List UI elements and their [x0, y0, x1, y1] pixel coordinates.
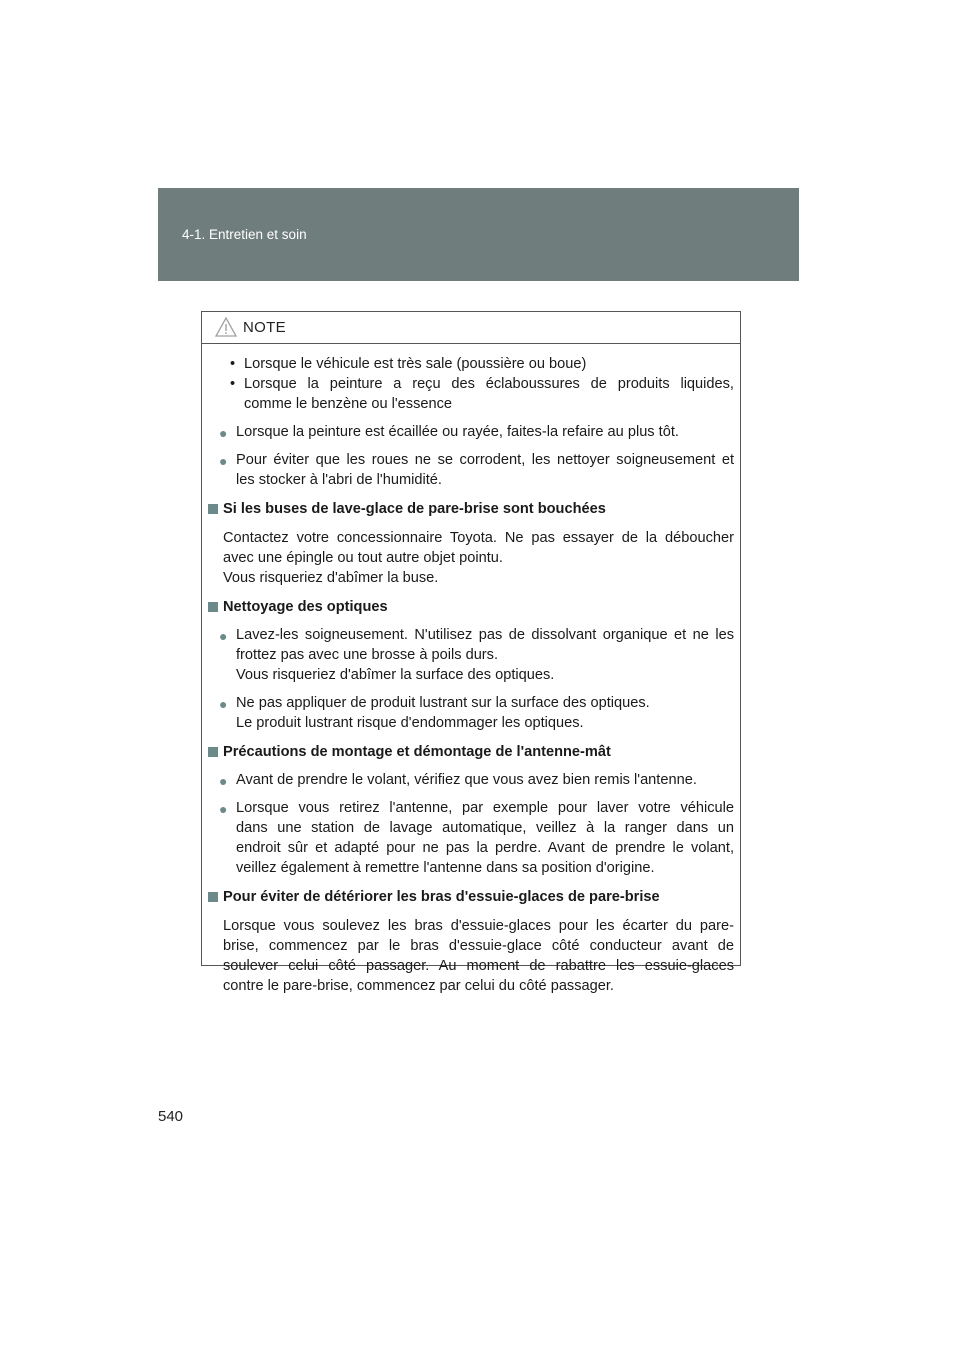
circle-bullet-icon: ● [219, 425, 228, 441]
circle-bullet-icon: ● [219, 696, 228, 712]
square-bullet-icon [208, 747, 218, 757]
list-item: • Lorsque la peinture a reçu des éclaboussures de produits liquides, comme le benzène ou l'essence [230, 376, 734, 412]
circle-bullet-icon: ● [219, 801, 228, 817]
list-item: • Lorsque le véhicule est très sale (poussière ou boue) [230, 356, 587, 372]
section-heading: Nettoyage des optiques [208, 597, 734, 617]
warning-icon [215, 317, 237, 337]
section-heading: Si les buses de lave-glace de pare-brise sont bouchées [208, 499, 734, 519]
note-label: NOTE [243, 319, 286, 336]
bullet-item: ● Ne pas appliquer de produit lustrant sur la surface des optiques. Le produit lustrant risque d'endommager les optiques. [219, 695, 650, 731]
section-heading: Précautions de montage et démontage de l'antenne-mât [208, 742, 734, 762]
square-bullet-icon [208, 892, 218, 902]
bullet-item: ● Lavez-les soigneusement. N'utilisez pas de dissolvant organique et ne les frottez pas avec une brosse à poils durs. Vous risqueriez d'abîmer la surface des optiques. [219, 627, 734, 683]
note-box [201, 311, 741, 994]
circle-bullet-icon: ● [219, 773, 228, 789]
circle-bullet-icon: ● [219, 453, 228, 469]
square-bullet-icon [208, 504, 218, 514]
bullet-item: ● Pour éviter que les roues ne se corrodent, les nettoyer soigneusement et les stocker à l'abri de l'humidité. [219, 452, 734, 488]
note-body [202, 344, 740, 996]
section-heading: Pour éviter de détériorer les bras d'essuie-glaces de pare-brise [208, 887, 734, 907]
bullet-item: ● Lorsque vous retirez l'antenne, par exemple pour laver votre véhicule dans une station de lavage automatique, veillez à la ranger dans un endroit sûr et adapté pour ne pas la perdre. Avant de prendre le volant, veillez également à remettre l'antenne dans sa position d'origine. [219, 800, 734, 876]
bullet-item: ● Lorsque la peinture est écaillée ou rayée, faites-la refaire au plus tôt. [219, 424, 679, 441]
note-header [202, 312, 740, 344]
paragraph: Contactez votre concessionnaire Toyota. Ne pas essayer de la déboucher avec une épingle ou tout autre objet pointu. Vous risqueriez d'abîmer la buse. [223, 530, 734, 586]
square-bullet-icon [208, 602, 218, 612]
page-number: 540 [158, 1108, 184, 1125]
paragraph: Lorsque vous soulevez les bras d'essuie-glaces pour les écarter du pare- brise, commencez par le bras d'essuie-glace côté conducteur avant de soulever celui côté passager. Au moment de rabattre les essuie-glaces contre le pare-brise, commencez par celui du côté passager. [223, 918, 734, 994]
bullet-item: ● Avant de prendre le volant, vérifiez que vous avez bien remis l'antenne. [219, 772, 697, 789]
circle-bullet-icon: ● [219, 628, 228, 644]
section-title: 4-1. Entretien et soin [182, 227, 307, 242]
